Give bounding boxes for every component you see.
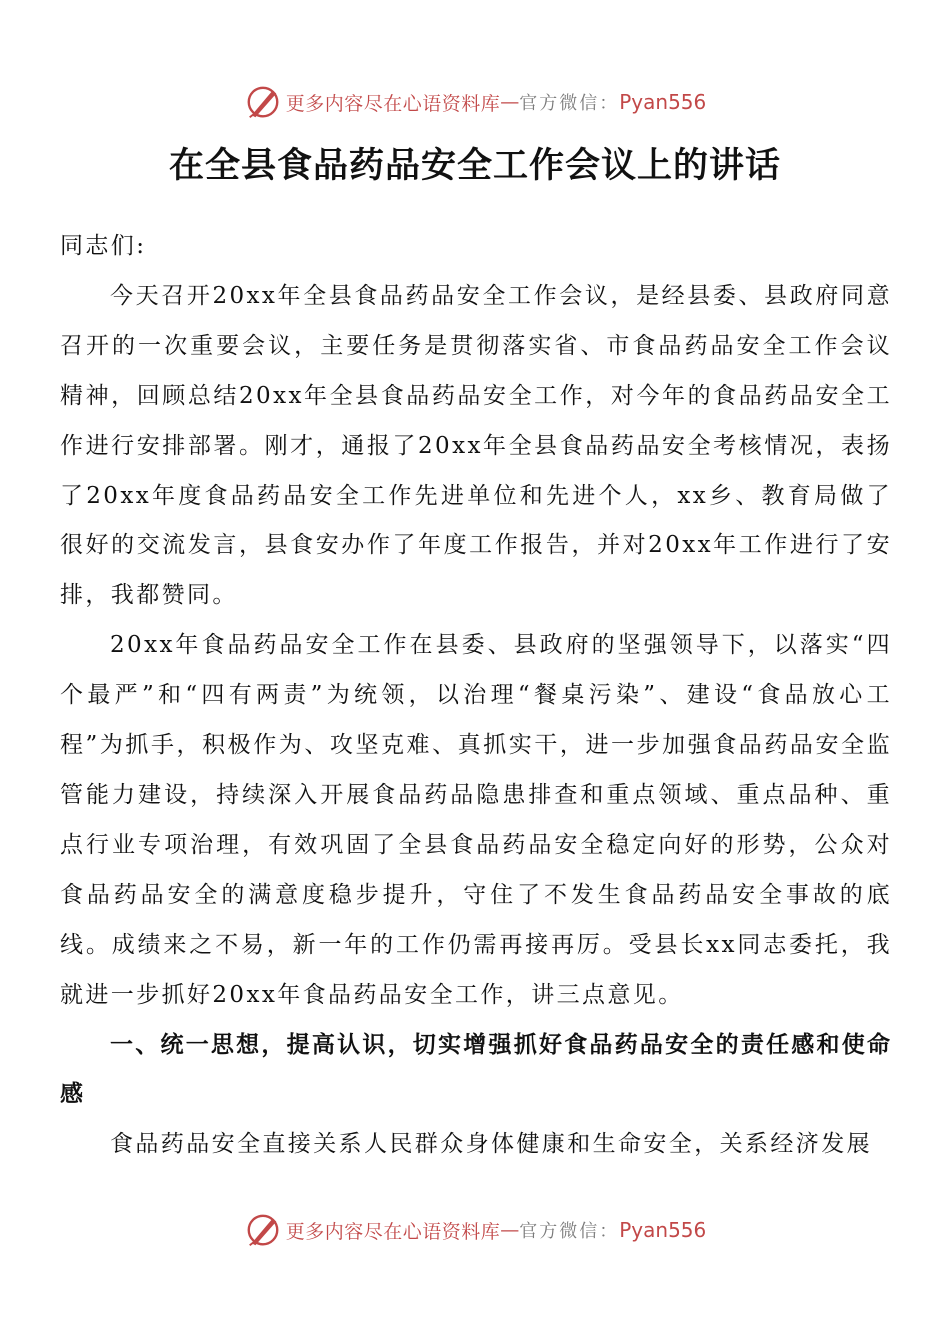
- footer-watermark-banner: [0, 1208, 950, 1252]
- paragraph-1: 今天召开20xx年全县食品药品安全工作会议，是经县委、县政府同意召开的一次重要会议，主要任务是贯彻落实省、市食品药品安全工作会议精神，回顾总结20xx年全县食品药品安全工作，对今年的食品药品安全工作进行安排部署。刚才，通报了20xx年全县食品药品安全考核情况，表扬了20xx年度食品药品安全工作先进单位和先进个人，xx乡、教育局做了很好的交流发言，县食安办作了年度工作报告，并对20xx年工作进行了安排，我都赞同。: [60, 282, 892, 609]
- section-heading-1: 一、统一思想，提高认识，切实增强抓好食品药品安全的责任感和使命感: [60, 1031, 892, 1108]
- banner-dash: —: [500, 1219, 520, 1241]
- banner-wechat-id: Pyan556: [619, 90, 707, 114]
- document-body: [60, 222, 892, 1170]
- salutation: 同志们:: [60, 233, 147, 259]
- paragraph-2: 20xx年食品药品安全工作在县委、县政府的坚强领导下，以落实“四个最严”和“四有两责”为统领，以治理“餐桌污染”、建设“食品放心工程”为抓手，积极作为、攻坚克难、真抓实干，进一步加强食品药品安全监管能力建设，持续深入开展食品药品隐患排查和重点领域、重点品种、重点行业专项治理，有效巩固了全县食品药品安全稳定向好的形势，公众对食品药品安全的满意度稳步提升，守住了不发生食品药品安全事故的底线。成绩来之不易，新一年的工作仍需再接再厉。受县长xx同志委托，我就进一步抓好20xx年食品药品安全工作，讲三点意见。: [60, 632, 892, 1008]
- banner-main-text: 更多内容尽在心语资料库: [285, 1220, 501, 1243]
- banner-wechat-label: 官方微信：: [519, 1221, 620, 1242]
- banner-dash: —: [500, 91, 520, 113]
- banner-wechat-id: Pyan556: [619, 1218, 707, 1242]
- banner-wechat-label: 官方微信：: [519, 93, 620, 114]
- quill-logo-icon: [244, 83, 282, 121]
- header-watermark-banner: [0, 80, 950, 124]
- document-title: 在全县食品药品安全工作会议上的讲话: [168, 145, 781, 186]
- quill-logo-icon: [244, 1211, 282, 1249]
- banner-main-text: 更多内容尽在心语资料库: [285, 92, 501, 115]
- paragraph-3: 食品药品安全直接关系人民群众身体健康和生命安全，关系经济发展: [110, 1131, 872, 1158]
